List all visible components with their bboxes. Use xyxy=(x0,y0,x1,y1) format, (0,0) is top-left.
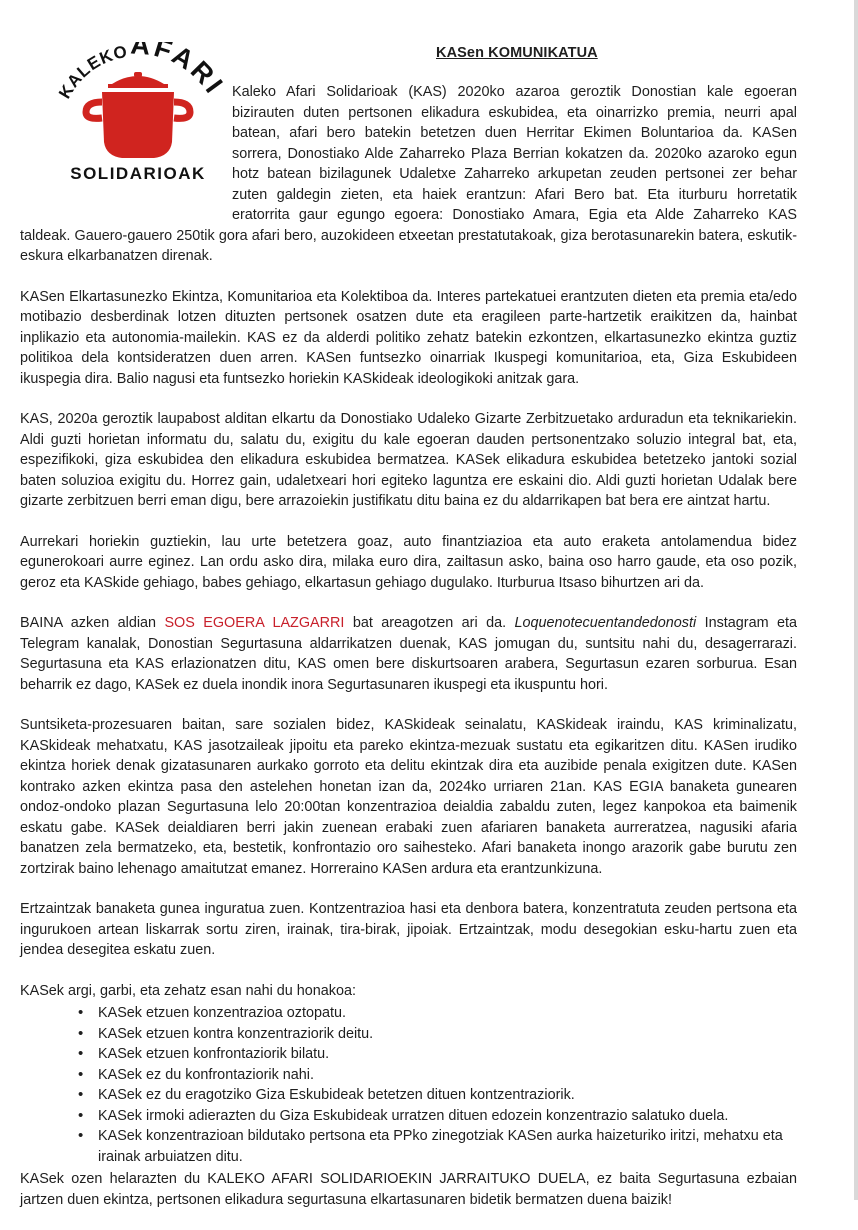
page-edge xyxy=(854,0,858,1200)
paragraph-2: KASen Elkartasunezko Ekintza, Komunitarioa eta Kolektiboa da. Interes partekatuei erantzuten dieten eta premia eta/edo motibazio desberdinak lotzen dituzten pertsonek osatzen dute eta eragileen parte-hartzetik eraikitzen da, hainbat inplikazio eta autonomia-mailekin. KAS ez da alderdi politiko zehatz batekin ezkontzen, elkartasunezko ekintza guztiz politikoa dela kontsideratzen duen arren. KASen funtsezko oinarriak Ikuspegi komunitarioa, eta, Giza Eskubideen ikuspegia dira. Balio nagusi eta funtsezko horiekin KASkideak ideologikoki anitzak gara. xyxy=(20,288,797,387)
paragraph-7: Ertzaintzak banaketa gunea inguratua zuen. Kontzentrazioa hasi eta denbora batera, konzentratuta zeuden pertsona eta ingurukoen artean liskarrak sortu ziren, irainak, tira-birak, jipoiak. Ertzaintzak, modu desegokian esku-hartu zuen eta jendea desegitea eskatu zuen. xyxy=(20,901,797,958)
paragraph-5-start: BAINA azken aldian xyxy=(20,615,165,631)
paragraph-intro: Kaleko Afari Solidarioak (KAS) 2020ko azaroa geroztik Donostian kale egoeran bizirauten duten pertsonen elikadura eskubidea, eta oinarrizko premia, neurri apal batean, afari bero batekin betetzen duen Herritar Ekimen Boluntarioa da. KASen sorrera, Donostiako Alde Zaharreko Plaza Berrian kokatzen da. 2020ko azaroko egun hotz batean bizilagunek Udaletxe Zaharreko arkupetan zeuden pertsonei zer behar zuten galdegin zieten, eta haiek erantzun: Afari Bero bat. Eta iturburu horretatik eratorrita gaur egungo egoera: Donostiako Amara, Egia eta Alde Zaharreko KAS taldeak. Gauero-gauero 250tik gora afari bero, auzokideen etxeetan prestatutakoak, giza berotasunarekin batera, eskutik-eskura elkarbanatzen direnak. xyxy=(20,84,797,264)
channel-name: Loquenotecuentandedonosti xyxy=(514,615,697,631)
list-item: • KASek ez du konfrontaziorik nahi. xyxy=(98,1065,797,1086)
list-item: • KASek ez du eragotziko Giza Eskubideak betetzen dituen kontzentraziorik. xyxy=(98,1085,797,1106)
paragraph-5-mid: bat areagotzen ari da. xyxy=(344,615,515,631)
list-item: • KASek etzuen kontra konzentraziorik deitu. xyxy=(98,1024,797,1045)
page-title: KASen KOMUNIKATUA xyxy=(436,45,598,61)
logo-float-spacer xyxy=(20,82,232,224)
paragraph-5-end: Instagram eta Telegram kanalak, Donostian Segurtasuna aldarrikatzen duenak, KAS jomugan du, suntsitu nahi du, desagerrarazi. Segurtasuna eta KAS erlazionatzen ditu, KAS omen bere diskurtsoaren arabera, Segurtasun ezaren sorburua. Esan beharrik ez dago, KASek ez duela inondik inora Segurtasunaren ikuspegi eta ikuspuntu hori. xyxy=(20,615,797,693)
paragraph-4: Aurrekari horiekin guztiekin, lau urte betetzera goaz, auto finantziazioa eta auto eraketa antolamendua bidez egunerokoari aurre eginez. Lan ordu asko dira, milaka euro dira, zailtasun asko, baina oso harro gaude, eta oso pozik, geroz eta KASkide gehiago, babes gehiago, elkartasun gehiago dugulako. Iturburua Itsaso bihurtzen ari da. xyxy=(20,533,797,591)
list-item: • KASek irmoki adierazten du Giza Eskubideak urratzen dituen edozein konzentrazio salatuko duela. xyxy=(98,1106,797,1127)
list-item: • KASek etzuen konfrontaziorik bilatu. xyxy=(98,1044,797,1065)
logo-text-solidarioak: SOLIDARIOAK xyxy=(70,164,206,183)
paragraph-3: KAS, 2020a geroztik laupabost alditan elkartu da Donostiako Udaleko Gizarte Zerbitzuetako arduradun eta teknikariekin. Aldi guzti horietan informatu du, salatu du, exigitu du kale egoeran dauden pertsonentzako soluzio integral bat, eta, espezifikoki, giza eskubidea den elikadura eskubidea bermatzea. KASek elikadura eskubidea betetzeko jantoki sozial baten soluzioa exigitu du. Horrez gain, udaletxeari hori egiteko laguntza ere eskaini dio. Aldi guzti horietan Udalak bere gizarte zerbitzuen berri eman digu, bere arrazoiekin justifikatu ditu baina ez du aldarrikapen bat bera ere aintzat hartu. xyxy=(20,411,797,509)
paragraph-closing: KASek ozen helarazten du KALEKO AFARI SOLIDARIOEKIN JARRAITUKO DUELA, ez baita Segurtasuna ezbaian jartzen duen ekintza, pertsonen elikadura segurtasuna elkartasunaren bidetik bermatzen duena baizik! xyxy=(20,1171,797,1208)
document-body xyxy=(20,82,797,1230)
paragraph-6: Suntsiketa-prozesuaren baitan, sare sozialen bidez, KASkideak seinalatu, KASkideak iraindu, KAS kriminalizatu, KASkideak mehatxatu, KAS jasotzaileak jipoitu eta pareko ekintza-mezuak sustatu eta egikaritzen ditu. KASen irudiko ekintza horiek denak gizatasunaren aurkako gorroto eta delitu ekintzak dira eta auzibide penala exigitzen dute. KASen kontrako azken ekintza pasa den astelehen honetan izan da, 2024ko urriaren 21an. KAS EGIA banaketa gunearen ondoz-ondoko plazan Segurtasuna lelo 20:00tan konzentrazioa deialdia zabaldu zuten, legez kanpokoa eta baimenik eskatu gabe. KASek deialdiaren berri jakin zuenean erabaki zuen afariaren banaketa aurreratzea, nagusiki afaria banatzen zela bermatzeko, eta, bestetik, konfrontazio oro saihesteko. Afari banaketa inongo arazorik gabe burutu zen zortzirak baino lehenago amaitutzat emanez. Horreraino KASen ardura eta erantzunkizuna. xyxy=(20,717,797,877)
logo-text-kaleko: KALEKO xyxy=(55,42,130,102)
paragraph-5 xyxy=(20,613,797,695)
list-item: • KASek konzentrazioan bildutako pertsona eta PPko zinegotziak KASen aurka haizeturiko iritzi, mehatxu eta irainak arbuiatzen ditu. xyxy=(98,1126,797,1167)
sos-highlight: SOS EGOERA LAZGARRI xyxy=(164,615,345,631)
list-item: • KASek etzuen konzentrazioa oztopatu. xyxy=(98,1003,797,1024)
logo-text-afari: AFAR xyxy=(129,42,223,93)
statement-list xyxy=(20,1003,797,1167)
paragraph-8: KASek argi, garbi, eta zehatz esan nahi du honakoa: xyxy=(20,982,357,999)
